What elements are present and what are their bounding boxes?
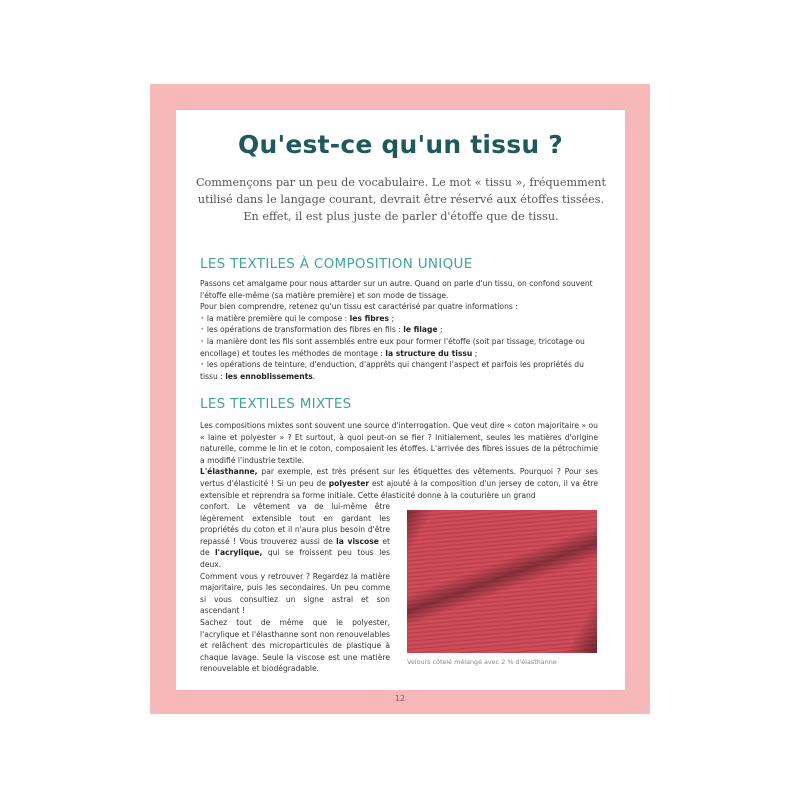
bullet-icon: • — [200, 325, 207, 335]
page-title: Qu'est-ce qu'un tissu ? — [238, 130, 563, 159]
paragraph: Sachez tout de même que le polyester, l'acrylique et l'élasthanne sont non renouvelables et relâchent des microparticules de plastique à chaque lavage. Seule la viscose est une matière renouvelable et biodégradable. — [200, 617, 390, 674]
paragraph: Les compositions mixtes sont souvent une source d'interrogation. Que veut dire « coton majoritaire » ou « laine et polyester » ? Et surtout, à quoi peut-on se fier ? Initialement, seules les matières d'origine naturelle, comme le lin et le coton, composaient les étoffes. L'arrivée des fibres issues de la pétrochimie a modifié l'industrie textile. — [200, 421, 598, 465]
section-mixtes-body — [200, 420, 598, 501]
section-mixtes-column — [200, 501, 390, 675]
bullet-icon: • — [200, 313, 207, 323]
paragraph: L'élasthanne, par exemple, est très présent sur les étiquettes des vêtements. Pourquoi ? Pour ses vertus d'élasticité ! Si un peu de polyester est ajouté à la composition d'un jersey de coton, il va être extensible et reprendra sa forme initiale. Cette élasticité donne à la couturière un grand — [200, 467, 598, 500]
list-item: • la matière première qui le compose : les fibres ; — [200, 313, 395, 323]
page-content — [176, 110, 625, 690]
fabric-photo — [407, 510, 597, 653]
bullet-icon: • — [200, 336, 207, 346]
page-number: 12 — [394, 694, 406, 703]
bullet-icon: • — [200, 360, 207, 370]
paragraph: Comment vous y retrouver ? Regardez la matière majoritaire, puis les secondaires. Un peu comme si vous consultiez un signe astral et son ascendant ! — [200, 571, 390, 616]
intro-paragraph: Commençons par un peu de vocabulaire. Le mot « tissu », fréquemment utilisé dans le langage courant, devrait être réservé aux étoffes tissées. En effet, il est plus juste de parler d'étoffe que de tissu. — [196, 176, 607, 223]
paragraph: confort. Le vêtement va de lui-même être légèrement extensible tout en gardant les propriétés du coton et il n'aura plus besoin d'être repassé ! Vous trouverez aussi de la viscose et de l'acrylique, qui se froissent peu tous les deux. — [200, 502, 390, 569]
list-item: • les opérations de teinture, d'enduction, d'apprêts qui changent l'aspect et parfois les propriétés du tissu : les ennoblissements. — [200, 360, 584, 381]
section-unique-body — [200, 278, 600, 382]
list-item: • les opérations de transformation des fibres en fils : le filage ; — [200, 325, 443, 335]
book-page — [150, 84, 650, 714]
paragraph: Passons cet amalgame pour nous attarder sur un autre. Quand on parle d'un tissu, on confond souvent l'étoffe elle-même (sa matière première) et son mode de tissage. — [200, 279, 593, 300]
section-heading-mixtes: LES TEXTILES MIXTES — [200, 396, 352, 412]
image-caption: Velours côtelé mélangé avec 2 % d'élasthanne — [407, 658, 557, 666]
section-heading-unique: LES TEXTILES À COMPOSITION UNIQUE — [200, 256, 473, 272]
list-item: • la manière dont les fils sont assemblés entre eux pour former l'étoffe (soit par tissage, tricotage ou encollage) et toutes les méthodes de montage : la structure du tissu ; — [200, 336, 585, 358]
paragraph: Pour bien comprendre, retenez qu'un tissu est caractérisé par quatre informations : — [200, 302, 518, 312]
